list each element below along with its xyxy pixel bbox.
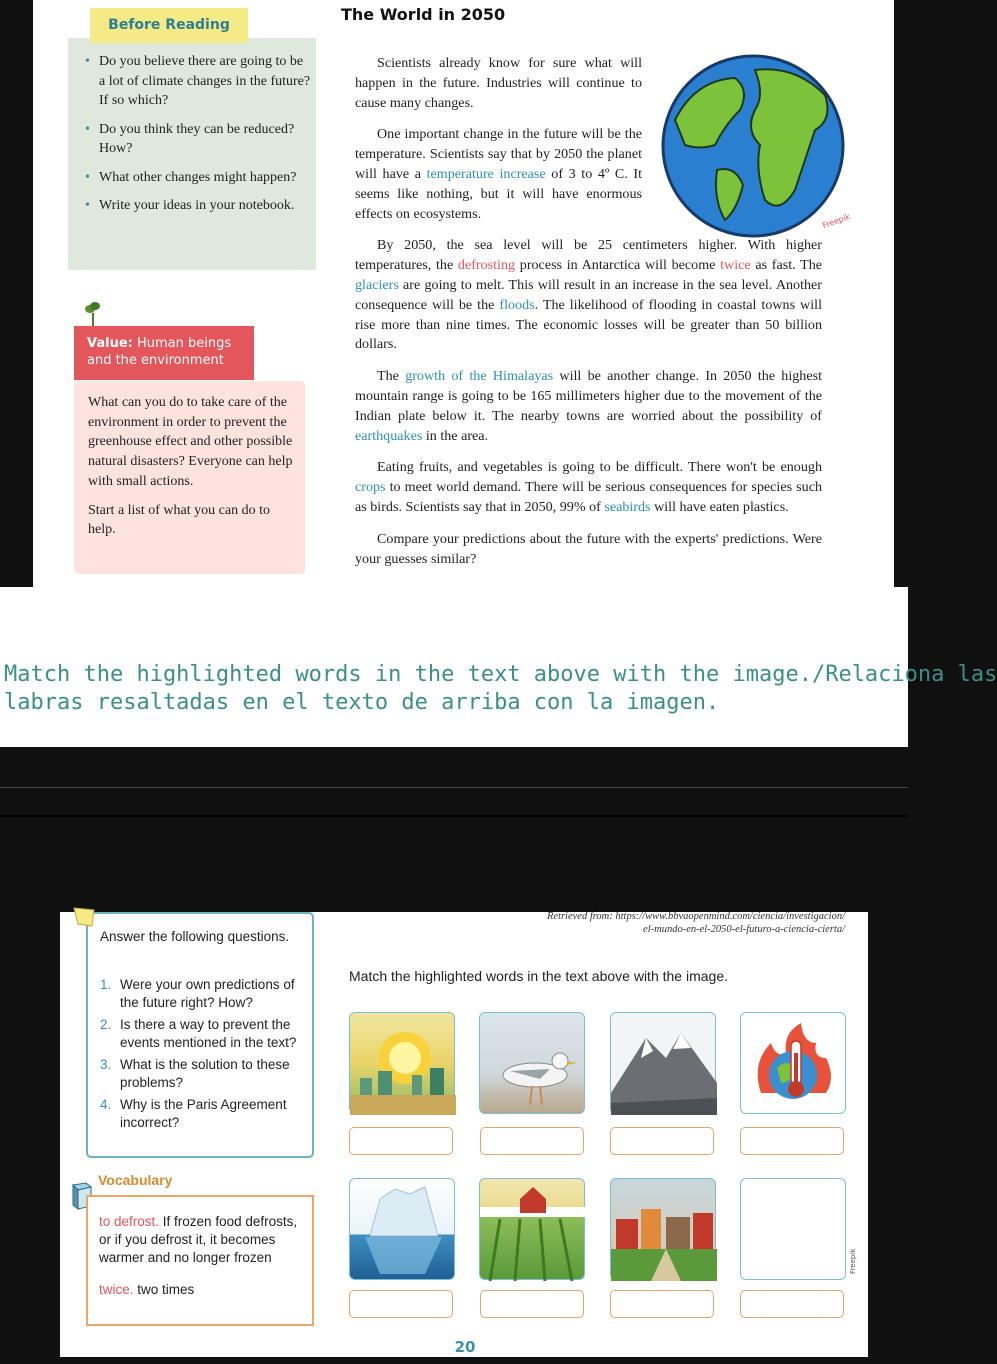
list-item: • Do you believe there are going to be a lot of climate changes in the future? If so which? (99, 52, 311, 111)
divider (0, 815, 908, 817)
highlight-seabirds: seabirds (604, 498, 651, 515)
answer-input[interactable] (740, 1127, 844, 1155)
answer-input[interactable] (349, 1290, 453, 1318)
seagull-image (479, 1012, 585, 1114)
highlight-defrosting: defrosting (457, 257, 516, 274)
answer-input[interactable] (480, 1127, 584, 1155)
before-reading-tab: Before Reading (90, 8, 248, 43)
highlight-himalayas: growth of the Himalayas (405, 368, 554, 385)
page-title: The World in 2050 (341, 5, 506, 24)
list-item: 1. Were your own predictions of the future right? How? (100, 977, 295, 1010)
highlight-glaciers: glaciers (355, 276, 399, 293)
instruction-text: Match the highlighted words in the text above with the image./Relaciona las (4, 662, 997, 687)
divider (0, 787, 908, 788)
iceberg-image (349, 1178, 455, 1280)
crops-field-image (479, 1178, 585, 1280)
value-prefix: Value: (87, 336, 133, 351)
article-paragraph: The growth of the Himalayas will be another change. In 2050 the highest mountain range is going to be 165 millimeters higher due to the movement of the Indian plate below it. The nearby towns are worried about the possibility of earthquakes in the area. (355, 368, 823, 444)
value-label: Human beings and the environment (87, 336, 232, 368)
highlight-earthquakes: earthquakes (355, 427, 423, 444)
article-paragraph: Scientists already know for sure what will happen in the future. Industries will continue to cause many changes. (355, 55, 642, 111)
note-icon (72, 906, 96, 928)
image-credit: Freepik (849, 1248, 857, 1274)
article-paragraph: One important change in the future will be the temperature. Scientists say that by 2050 the planet will have a temperature increase of 3 to 4º C. It seems like nothing, but it will have enormous effects on ecosystems. (355, 126, 643, 222)
value-paragraph: Start a list of what you can do to help. (88, 502, 270, 538)
vocabulary-entry: to defrost. If frozen food defrosts, or if you defrost it, it becomes warmer and no longer frozen (99, 1214, 298, 1265)
blank-image (740, 1178, 857, 1280)
vocabulary-title: Vocabulary (98, 1172, 173, 1188)
town-image (610, 1178, 716, 1280)
globe-credit: Freepik (821, 211, 852, 231)
list-item: 2. Is there a way to prevent the events mentioned in the text? (100, 1017, 297, 1050)
list-item: 3. What is the solution to these problems? (100, 1057, 290, 1090)
highlight-twice: twice (720, 257, 751, 274)
globe-image (655, 50, 853, 238)
match-title: Match the highlighted words in the text above with the image. (349, 968, 728, 984)
mountain-image (610, 1012, 716, 1114)
answer-input[interactable] (480, 1290, 584, 1318)
vocabulary-box (86, 1195, 314, 1326)
answer-input[interactable] (610, 1290, 714, 1318)
answer-title: Answer the following questions. (100, 929, 290, 944)
list-item: 4. Why is the Paris Agreement incorrect? (100, 1097, 287, 1130)
article-paragraph: Compare your predictions about the future with the experts' predictions. Were your guesses similar? (355, 530, 822, 567)
reading-page (33, 0, 894, 587)
list-item: • Do you think they can be reduced? How? (99, 120, 311, 159)
answer-input[interactable] (740, 1290, 844, 1318)
before-reading-box (68, 38, 316, 270)
article-paragraph: By 2050, the sea level will be 25 centimeters higher. With higher temperatures, the defrosting process in Antarctica will become twice as fast. The glaciers are going to melt. This will result in an increase in the sea level. Another consequence will be the floods. The likelihood of flooding in coastal towns will rise more than nine times. The economic losses will be greater than 50 billion dollars. (355, 237, 823, 353)
answer-input[interactable] (610, 1127, 714, 1155)
highlight-floods: floods (499, 296, 535, 313)
answer-input[interactable] (349, 1127, 453, 1155)
hot-sun-city-image (349, 1012, 455, 1114)
burning-globe-thermometer-image (740, 1012, 846, 1114)
value-tag (74, 326, 254, 380)
answer-box (86, 912, 314, 1158)
list-item: • Write your ideas in your notebook. (99, 196, 311, 216)
list-item: • What other changes might happen? (99, 168, 311, 188)
value-paragraph: What can you do to take care of the environment in order to prevent the greenhouse effect and other possible natural disasters? Everyone can help with small actions. (88, 395, 293, 489)
instruction-text: labras resaltadas en el texto de arriba con la imagen. (4, 690, 720, 715)
before-reading-list (68, 52, 311, 225)
sprout-icon (85, 301, 101, 327)
highlight-crops: crops (355, 479, 386, 496)
page-number: 20 (454, 1338, 476, 1356)
source-citation: Retrieved from: https://www.bbvaopenmind.com/ciencia/investigacion/ el-mundo-en-el-2050-el-futuro-a-ciencia-cierta/ (546, 911, 845, 935)
vocabulary-entry: twice. two times (99, 1282, 195, 1297)
highlight-temperature-increase: temperature increase (426, 165, 546, 182)
article-paragraph: Eating fruits, and vegetables is going to be difficult. There won't be enough crops to meet world demand. There will be serious consequences for species such as birds. Scientists say that in 2050, 99% of seabirds will have eaten plastics. (355, 459, 822, 515)
value-box (74, 381, 305, 574)
question-list (100, 976, 305, 1136)
